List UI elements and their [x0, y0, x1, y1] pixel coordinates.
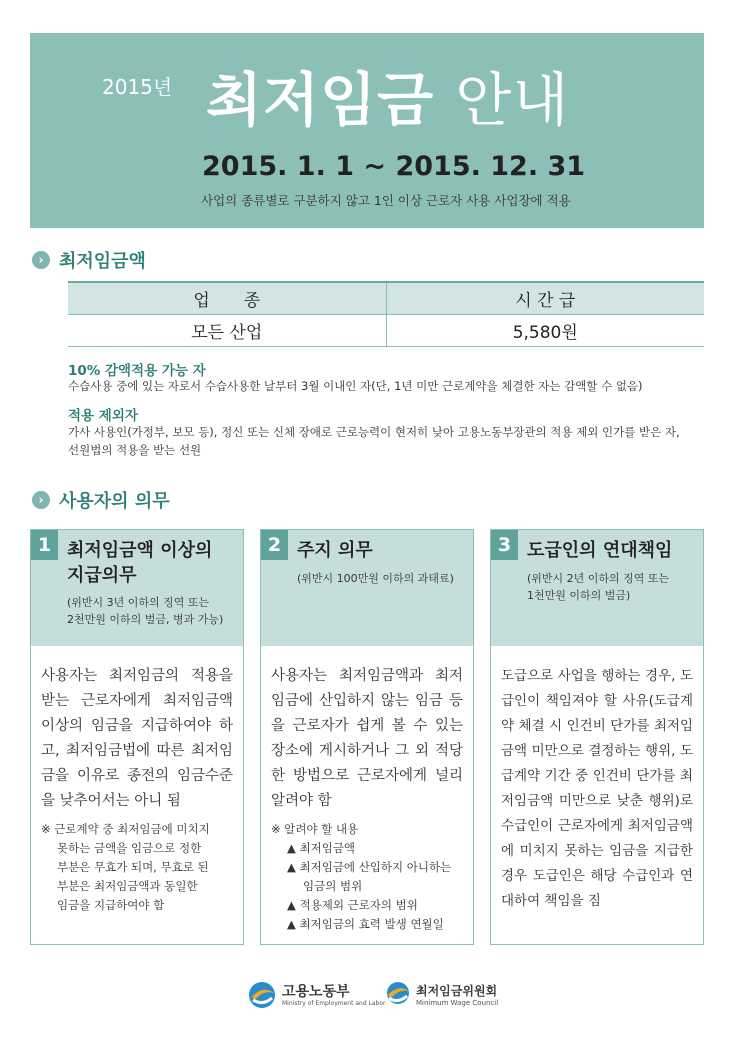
period-dates: 2015. 1. 1 ~ 2015. 12. 31 — [202, 151, 586, 182]
wage-table — [68, 281, 704, 347]
section-title: 최저임금액 — [59, 251, 146, 272]
list-item: ▲ 최저임금의 효력 발생 연월일 — [287, 917, 444, 931]
note-line: 부분은 최저임금액과 동일한 — [57, 879, 198, 893]
logo1-name: 고용노동부 — [282, 983, 350, 1000]
card-number: 2 — [261, 530, 288, 560]
chevron-right-icon: › — [32, 251, 50, 269]
page-title — [206, 53, 569, 137]
logo2-eng: Minimum Wage Council — [416, 999, 499, 1007]
header-banner — [30, 33, 704, 228]
scope-text: 사업의 종류별로 구분하지 않고 1인 이상 근로자 사용 사업장에 적용 — [201, 193, 571, 208]
header-year: 2015년 — [102, 75, 173, 99]
note-line: 부분은 무효가 되며, 무효로 된 — [57, 860, 209, 874]
header-industry: 업 종 — [68, 282, 386, 314]
cell-wage: 5,580원 — [386, 314, 704, 346]
note-line: ※ 근로계약 중 최저임금에 미치지 — [41, 822, 210, 836]
penalty-line: (위반시 3년 이하의 징역 또는 — [67, 596, 210, 609]
council-logo — [385, 980, 498, 1010]
note2-line1: 가사 사용인(가정부, 보모 등), 정신 또는 신체 장애로 근로능력이 현저히 낮아 고용노동부장관의 적용 제외 인가를 받은 자, — [68, 425, 680, 439]
card-title-line: 지급의무 — [67, 565, 137, 586]
duty-card-3 — [490, 529, 704, 945]
table-header-row — [68, 282, 704, 314]
card-body: 도급으로 사업을 행하는 경우, 도급인이 책임져야 할 사유(도급계약 체결 시 인건비 단가를 최저임금액 미만으로 결정하는 행위, 도급계약 기간 중 인건비 단가를 최저임금액 미만으로 낮춘 행위)로 수급인이 근로자에게 최저임금액에 미치지 못하는 임금을 지급한 경우 도급인은 해당 수급인과 연대하여 책임을 짐 — [501, 668, 693, 909]
card-penalty: (위반시 100만원 이하의 과태료) — [297, 572, 454, 585]
logo2-name: 최저임금위원회 — [416, 984, 498, 998]
logo1-eng: Ministry of Employment and Labor — [282, 999, 386, 1007]
council-emblem-icon — [385, 980, 411, 1010]
note-line: 못하는 금액을 임금으로 정한 — [57, 841, 202, 855]
note-line: 임금을 지급하여야 함 — [57, 898, 165, 912]
list-item: ▲ 적용제외 근로자의 범위 — [287, 898, 418, 912]
title-bold: 최저임금 — [206, 66, 435, 134]
ministry-emblem-icon — [247, 980, 277, 1010]
note-head: ※ 알려야 할 내용 — [271, 822, 359, 836]
penalty-line: 2천만원 이하의 벌금, 병과 가능) — [67, 613, 224, 626]
duty-card-1 — [30, 529, 244, 945]
card-title: 도급인의 연대책임 — [527, 540, 673, 561]
penalty-line: 1천만원 이하의 벌금) — [527, 589, 631, 602]
list-item: ▲ 최저임금에 산입하지 아니하는 — [287, 860, 452, 874]
card-body: 사용자는 최저임금의 적용을 받는 근로자에게 최저임금액 이상의 임금을 지급하여야 하고, 최저임금법에 따른 최저임금을 이유로 종전의 임금수준을 낮추어서는 아니 됨 — [41, 668, 233, 809]
card-title: 주지 의무 — [297, 540, 373, 561]
card-body: 사용자는 최저임금액과 최저 임금에 산입하지 않는 임금 등을 근로자가 쉽게 볼 수 있는 장소에 게시하거나 그 외 적당한 방법으로 근로자에게 널리 알려야 함 — [271, 668, 463, 809]
header-hourly: 시 간 급 — [386, 282, 704, 314]
list-item: 임금의 범위 — [303, 879, 363, 893]
section-heading-minimum-wage — [32, 247, 146, 273]
card-penalty — [527, 570, 669, 604]
list-item: ▲ 최저임금액 — [287, 841, 356, 855]
note2-title: 적용 제외자 — [68, 408, 138, 424]
ministry-logo — [247, 980, 386, 1010]
card-penalty — [67, 594, 223, 628]
chevron-right-icon: › — [32, 491, 50, 509]
card-title — [67, 538, 212, 588]
cell-industry: 모든 산업 — [68, 314, 386, 346]
penalty-line: (위반시 2년 이하의 징역 또는 — [527, 572, 670, 585]
section-title: 사용자의 의무 — [59, 491, 170, 512]
card-note — [41, 820, 235, 915]
section-heading-employer-duty — [32, 487, 170, 513]
table-row — [68, 314, 704, 346]
note1-text: 수습사용 중에 있는 자로서 수습사용한 날부터 3월 이내인 자(단, 1년 미만 근로계약을 체결한 자는 감액할 수 없음) — [68, 379, 643, 393]
duty-card-2 — [260, 529, 474, 945]
card-number: 3 — [491, 530, 518, 560]
card-number: 1 — [31, 530, 58, 560]
card-title-line: 최저임금액 이상의 — [67, 540, 213, 561]
title-light: 안내 — [455, 66, 570, 134]
note1-title: 10% 감액적용 가능 자 — [68, 363, 206, 379]
card-note — [271, 820, 465, 934]
note2-line2: 선원법의 적용을 받는 선원 — [68, 443, 202, 457]
